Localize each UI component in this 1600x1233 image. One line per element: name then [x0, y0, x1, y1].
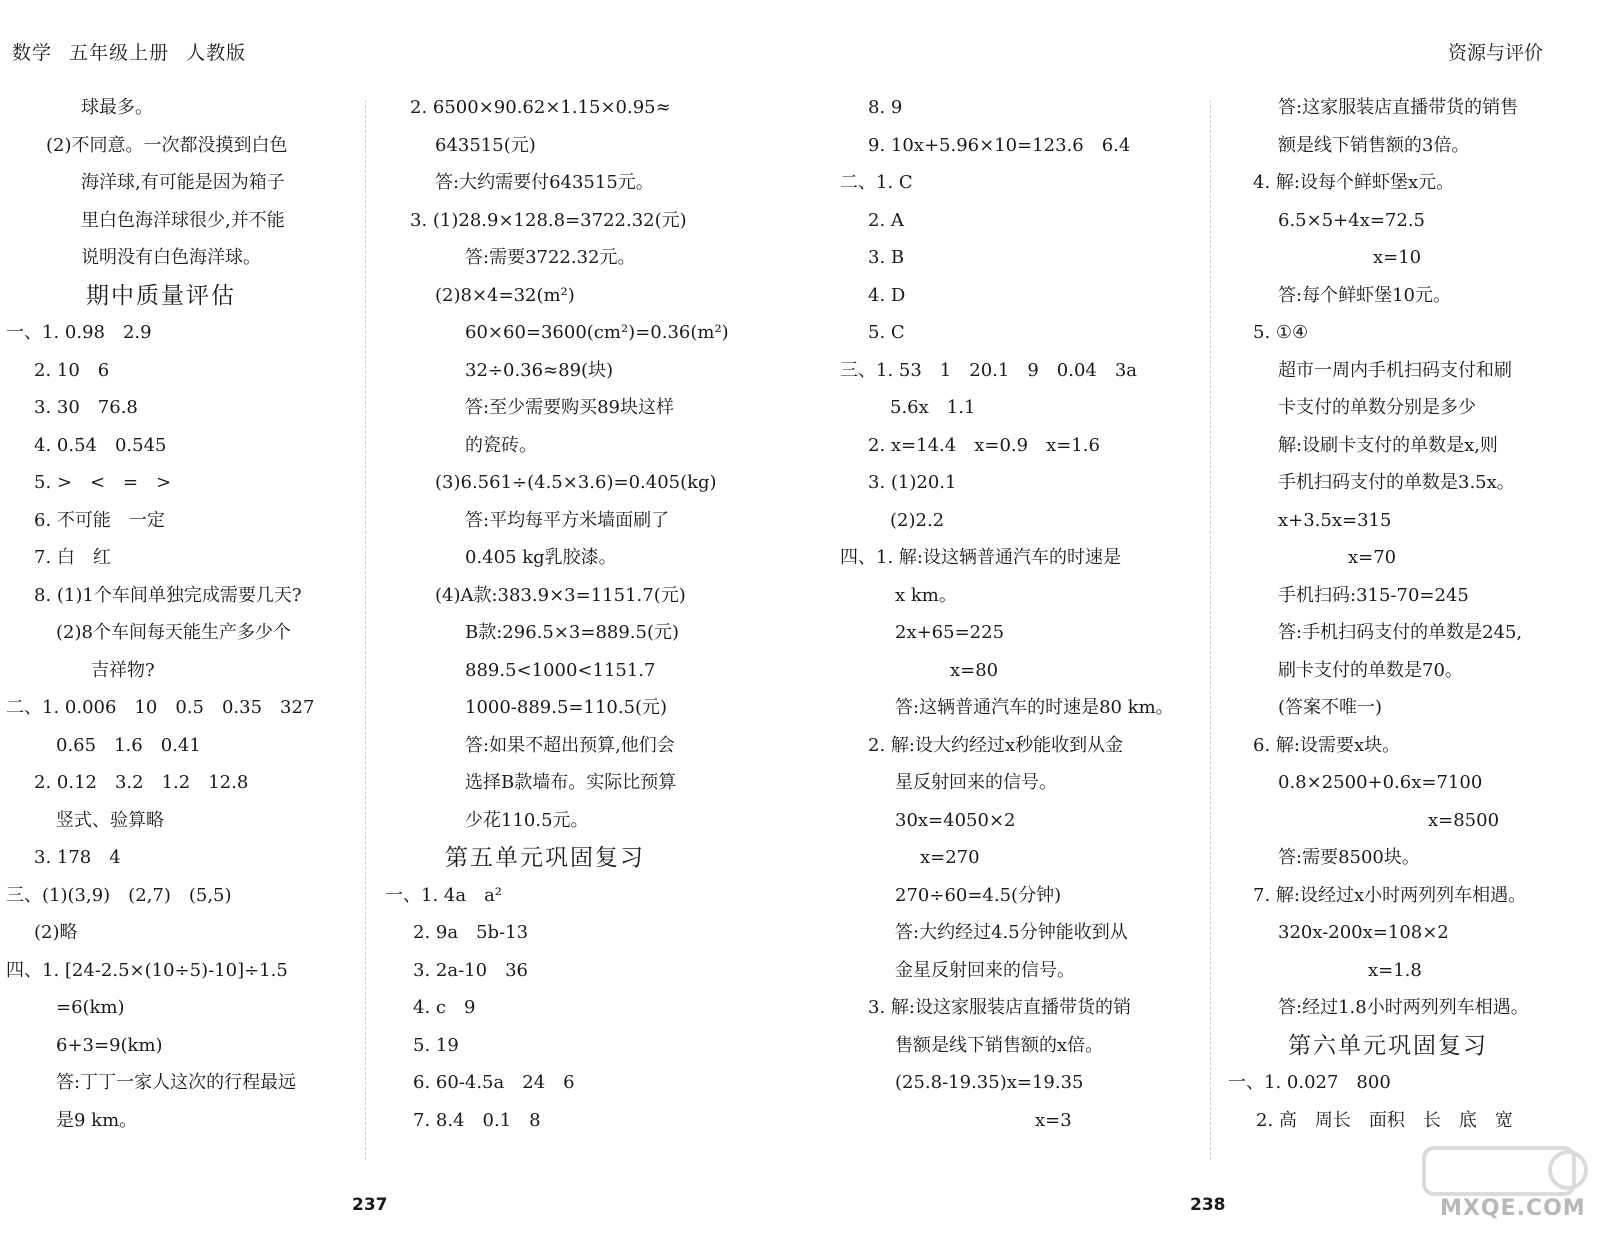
answer-line: 889.5<1000<1151.7: [465, 659, 656, 681]
answer-line: 5. C: [868, 322, 905, 343]
header-left: [12, 38, 256, 65]
answer-line: 2x+65=225: [895, 622, 1005, 643]
section-title: 第五单元巩固复习: [445, 845, 645, 871]
answer-line: 四、1. 解:设这辆普通汽车的时速是: [840, 547, 1121, 568]
answer-line: 三、(1)(3,9) (2,7) (5,5): [6, 884, 232, 906]
answer-line: 卡支付的单数分别是多少: [1278, 397, 1476, 418]
answer-line: 2. 10 6: [34, 359, 110, 381]
answer-line: 6.5×5+4x=72.5: [1278, 209, 1426, 231]
answer-line: x=1.8: [1368, 959, 1422, 981]
answer-line: 8. (1)1个车间单独完成需要几天?: [34, 584, 302, 606]
answer-line: 超市一周内手机扫码支付和刷: [1278, 359, 1512, 381]
answer-line: x=270: [920, 847, 980, 868]
divider-2: [1210, 100, 1211, 1160]
answer-line: 6. 不可能 一定: [34, 509, 165, 531]
answer-line: 2. 6500×90.62×1.15×0.95≈: [410, 97, 671, 118]
answer-line: 选择B款墙布。实际比预算: [465, 772, 677, 793]
answer-line: 四、1. [24-2.5×(10÷5)-10]÷1.5: [6, 959, 288, 981]
answer-line: 吉祥物?: [91, 659, 155, 681]
answer-line: x=3: [1035, 1109, 1072, 1131]
answer-line: (4)A款:383.9×3=1151.7(元): [435, 584, 686, 606]
header-subject: 数学: [12, 42, 53, 64]
answer-line: 售额是线下销售额的x倍。: [895, 1034, 1104, 1056]
answer-line: 0.8×2500+0.6x=7100: [1278, 772, 1483, 793]
answer-line: 答:平均每平方米墙面刷了: [465, 509, 670, 531]
page-number-238: 238: [1190, 1195, 1226, 1215]
answer-line: 刷卡支付的单数是70。: [1278, 659, 1463, 681]
answer-line: 320x-200x=108×2: [1278, 922, 1449, 943]
answer-line: 一、1. 0.027 800: [1228, 1072, 1391, 1093]
answer-line: 3. (1)28.9×128.8=3722.32(元): [410, 209, 687, 231]
answer-line: 答:大约经过4.5分钟能收到从: [895, 922, 1128, 943]
answer-line: 3. 30 76.8: [34, 397, 138, 418]
answer-line: (答案不唯一): [1278, 697, 1383, 718]
answer-line: x=80: [950, 659, 999, 681]
answer-line: (2)8个车间每天能生产多少个: [56, 622, 291, 643]
answer-line: 解:设刷卡支付的单数是x,则: [1278, 434, 1498, 456]
answer-line: 6. 解:设需要x块。: [1253, 734, 1401, 756]
answer-line: 答:这家服装店直播带货的销售: [1278, 97, 1519, 118]
header-edition: 人教版: [186, 42, 247, 64]
answer-line: 竖式、验算略: [56, 809, 164, 831]
answer-line: 额是线下销售额的3倍。: [1278, 134, 1470, 156]
answer-line: 5. ①④: [1253, 322, 1309, 343]
answer-line: 5.6x 1.1: [890, 397, 976, 418]
answer-line: 9. 10x+5.96×10=123.6 6.4: [868, 134, 1131, 156]
answer-line: 6+3=9(km): [56, 1034, 163, 1056]
answer-line: 二、1. 0.006 10 0.5 0.35 327: [6, 697, 315, 718]
answer-line: 2. 9a 5b-13: [413, 922, 529, 943]
answer-line: 手机扫码支付的单数是3.5x。: [1278, 472, 1515, 493]
answer-line: 0.65 1.6 0.41: [56, 734, 201, 756]
page-number-237: 237: [352, 1195, 388, 1215]
answer-line: 3. 解:设这家服装店直播带货的销: [868, 997, 1131, 1018]
answer-line: 6. 60-4.5a 24 6: [413, 1072, 575, 1093]
answer-line: =6(km): [56, 997, 125, 1018]
answer-line: x km。: [895, 584, 957, 606]
answer-line: 32÷0.36≈89(块): [465, 359, 614, 381]
answer-line: 7. 解:设经过x小时两列列车相遇。: [1253, 884, 1527, 906]
answer-line: 是9 km。: [56, 1109, 138, 1131]
answer-line: x=70: [1348, 547, 1397, 568]
answer-line: 答:丁丁一家人这次的行程最远: [56, 1072, 297, 1093]
answer-line: (2)8×4=32(m²): [435, 284, 575, 306]
answer-line: 一、1. 4a a²: [385, 884, 503, 906]
answer-line: (3)6.561÷(4.5×3.6)=0.405(kg): [435, 472, 717, 493]
section-title: 第六单元巩固复习: [1288, 1032, 1488, 1059]
answer-line: 7. 8.4 0.1 8: [413, 1109, 541, 1131]
answer-line: x+3.5x=315: [1278, 509, 1392, 531]
answer-line: 3. B: [868, 247, 905, 268]
answer-line: 3. 2a-10 36: [413, 959, 528, 981]
header-grade: 五年级上册: [69, 42, 170, 64]
divider-1: [365, 100, 366, 1160]
answer-line: 7. 白 红: [34, 547, 111, 568]
answer-line: 答:经过1.8小时两列列车相遇。: [1278, 997, 1529, 1018]
header-right: 资源与评价: [1448, 42, 1544, 64]
answer-line: 0.405 kg乳胶漆。: [465, 547, 617, 568]
answer-line: 金星反射回来的信号。: [895, 959, 1075, 981]
answer-line: 答:至少需要购买89块这样: [465, 397, 674, 418]
answer-line: 3. 178 4: [34, 847, 121, 868]
answer-line: (25.8-19.35)x=19.35: [895, 1072, 1084, 1093]
answer-line: 答:需要3722.32元。: [465, 247, 636, 268]
answer-line: 2. 0.12 3.2 1.2 12.8: [34, 772, 249, 793]
answer-line: 2. A: [868, 209, 904, 231]
answer-line: 答:每个鲜虾堡10元。: [1278, 284, 1451, 306]
answer-line: 二、1. C: [840, 172, 913, 193]
answer-line: 答:手机扫码支付的单数是245,: [1278, 622, 1523, 643]
answer-line: 星反射回来的信号。: [895, 772, 1057, 793]
answer-line: 4. 解:设每个鲜虾堡x元。: [1253, 172, 1455, 193]
answer-line: 60×60=3600(cm²)=0.36(m²): [465, 322, 729, 343]
answer-line: 30x=4050×2: [895, 809, 1016, 831]
answer-line: 4. c 9: [413, 997, 476, 1018]
answer-line: 答:这辆普通汽车的时速是80 km。: [895, 697, 1174, 718]
answer-line: 2. 高 周长 面积 长 底 宽: [1256, 1109, 1513, 1131]
answer-line: 4. 0.5̇4̇ 0.545: [34, 434, 167, 456]
answer-line: (2)2.2: [890, 509, 945, 531]
answer-line: 答:如果不超出预算,他们会: [465, 734, 675, 756]
answer-line: x=10: [1373, 247, 1422, 268]
answer-line: 4. D: [868, 284, 906, 306]
answer-line: x=8500: [1428, 809, 1500, 831]
answer-line: 的瓷砖。: [465, 434, 537, 456]
answer-line: 少花110.5元。: [465, 809, 589, 831]
answer-line: 3. (1)20.1: [868, 472, 957, 493]
answer-line: 三、1. 53 1 20.1 9 0.04 3a: [840, 359, 1138, 381]
answer-line: (2)略: [34, 922, 78, 943]
answer-line: B款:296.5×3=889.5(元): [465, 622, 680, 643]
answer-line: 1000-889.5=110.5(元): [465, 697, 668, 718]
answer-line: 球最多。: [81, 97, 153, 118]
watermark-text: MXQE.COM: [1440, 1196, 1586, 1221]
answer-line: 270÷60=4.5(分钟): [895, 884, 1062, 906]
answer-line: 5. > < = >: [34, 472, 172, 493]
answer-line: 说明没有白色海洋球。: [81, 247, 261, 268]
answer-line: 2. x=14.4 x=0.9 x=1.6: [868, 434, 1100, 456]
answer-line: 里白色海洋球很少,并不能: [81, 209, 285, 231]
answer-line: 答:需要8500块。: [1278, 847, 1420, 868]
answer-line: 643515(元): [435, 134, 536, 156]
answer-line: (2)不同意。一次都没摸到白色: [46, 134, 288, 156]
answer-line: 一、1. 0.98 2.9: [6, 322, 152, 343]
answer-line: 海洋球,有可能是因为箱子: [81, 172, 285, 193]
answer-line: 5. 19: [413, 1034, 459, 1056]
answer-line: 手机扫码:315-70=245: [1278, 584, 1469, 606]
answer-line: 答:大约需要付643515元。: [435, 172, 654, 193]
section-title: 期中质量评估: [86, 282, 236, 309]
answer-line: 2. 解:设大约经过x秒能收到从金: [868, 734, 1124, 756]
answer-line: 8. 9: [868, 97, 903, 118]
